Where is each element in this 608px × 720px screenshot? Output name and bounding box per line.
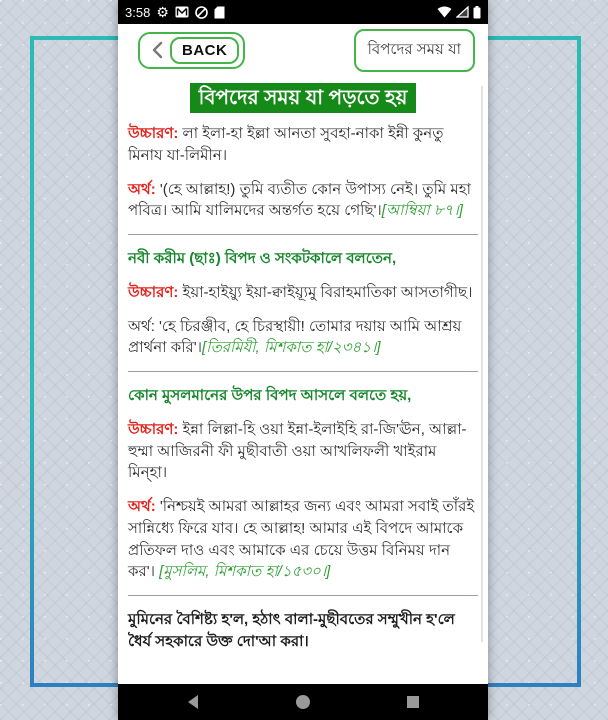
status-bar-right — [437, 6, 481, 19]
app-content-area — [118, 24, 488, 684]
status-bar — [118, 0, 488, 24]
back-button[interactable] — [138, 32, 245, 69]
section-divider — [128, 234, 478, 235]
status-bar-left — [125, 5, 225, 20]
pronunciation-label: উচ্চারণ: — [128, 283, 179, 301]
paragraph-pronunciation — [128, 282, 478, 304]
android-nav-bar — [118, 684, 488, 720]
source-reference: [তিরমিযী, মিশকাত হা/২৩৪১।] — [202, 339, 381, 357]
dua-content — [118, 113, 488, 665]
do-not-disturb-icon — [195, 6, 208, 19]
meaning-text: অর্থ: 'হে চিরঞ্জীব, হে চিরস্থায়ী! তোমার দয়ায় আমি আশ্রয় প্রার্থনা করি'। — [128, 317, 462, 357]
section-heading: কোন মুসলমানের উপর বিপদ আসলে বলতে হয়, — [128, 387, 412, 404]
meaning-text: 'নিশ্চয়ই আমরা আল্লাহর জন্য এবং আমরা সবাই তাঁরই সান্নিধ্যে ফিরে যাব। হে আল্লাহ! আমার এই বিপদে আমাকে প্রতিফল দাও এবং আমাকে এর চেয়ে উত্তম বিনিময় দান কর'। — [128, 498, 475, 581]
paragraph-pronunciation — [128, 419, 478, 484]
back-button-label: BACK — [170, 37, 239, 64]
mail-icon — [175, 6, 189, 18]
nav-recents-icon[interactable] — [404, 693, 422, 711]
closing-note: মুমিনের বৈশিষ্ট্য হ'ল, হঠাৎ বালা-মুছীবতের সম্মুখীন হ'লে ধৈর্য সহকারে উক্ত দো'আ করা। — [128, 611, 455, 650]
page-title: বিপদের সময় যা পড়তে হয় — [190, 83, 417, 113]
source-reference: [মুসলিম, মিশকাত হা/১৫৩০।] — [159, 563, 331, 581]
nav-home-icon[interactable] — [294, 693, 312, 711]
cell-signal-icon — [456, 6, 469, 18]
pronunciation-text: লা ইলা-হা ইল্লা আনতা সুবহা-নাকা ইন্নী কুনতু মিনায যা-লিমীন। — [128, 125, 444, 164]
section-heading: নবী করীম (ছাঃ) বিপদ ও সংকটকালে বলতেন, — [128, 250, 397, 267]
paragraph-pronunciation — [128, 123, 478, 167]
section-divider — [128, 371, 478, 372]
title-container — [118, 83, 488, 113]
meaning-label: অর্থ: — [128, 498, 156, 515]
sd-card-icon — [214, 6, 225, 19]
scrollbar[interactable] — [481, 86, 483, 642]
paragraph-meaning — [128, 496, 478, 583]
pronunciation-text: ইন্না লিল্লা-হি ওয়া ইন্না-ইলাইহি রা-জি'ঊন, আল্লা-হুম্মা আজিরনী ফী মুছীবাতী ওয়া আখলিফলী খাইরাম মিন্হা। — [128, 420, 467, 482]
chapter-title-button[interactable]: বিপদের সময় যা — [354, 29, 475, 72]
meaning-label: অর্থ: — [128, 180, 156, 198]
paragraph-meaning — [128, 316, 478, 360]
pronunciation-text: ইয়া-হাইয়্যু ইয়া-ক্বাইয়্যূমু বিরাহমাতিকা আসতাগীছ। — [178, 283, 473, 301]
pronunciation-label: উচ্চারণ: — [128, 420, 179, 438]
nav-back-icon[interactable] — [184, 693, 202, 711]
pronunciation-label: উচ্চারণ: — [128, 125, 179, 142]
meaning-text: '(হে আল্লাহ!) তুমি ব্যতীত কোন উপাস্য নেই। তুমি মহা পবিত্র। আমি যালিমদের অন্তর্গত হয়ে গেছি'। — [128, 180, 471, 220]
battery-icon — [473, 6, 481, 19]
settings-gear-icon: ⚙ — [156, 4, 169, 20]
status-time: 3:58 — [125, 4, 151, 20]
source-reference: [আম্বিয়া ৮৭।] — [381, 202, 463, 220]
section-divider — [128, 595, 478, 596]
top-app-bar — [118, 24, 488, 76]
chevron-left-icon — [151, 41, 163, 59]
wifi-icon — [437, 6, 452, 18]
paragraph-meaning — [128, 179, 478, 223]
phone-screen — [118, 0, 488, 720]
